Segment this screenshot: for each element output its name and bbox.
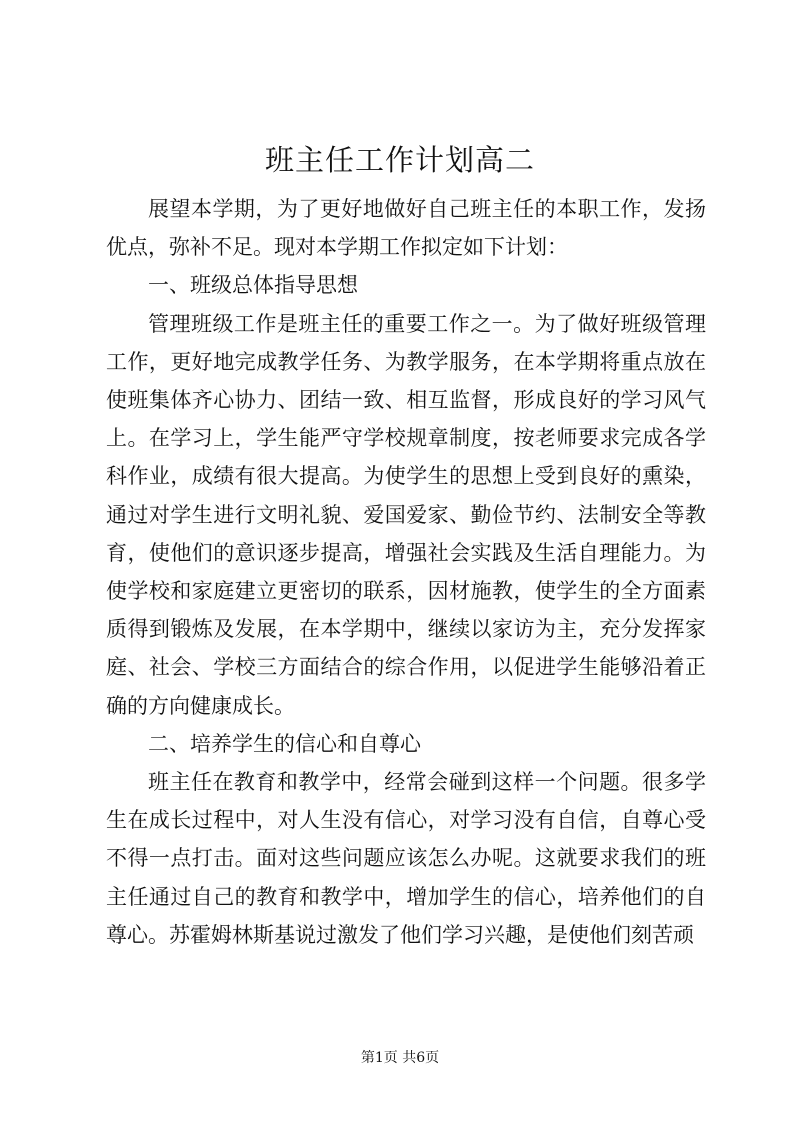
intro-paragraph: 展望本学期，为了更好地做好自己班主任的本职工作，发扬优点，弥补不足。现对本学期工作拟定如下计划： [106, 197, 706, 260]
section-heading-2: 二、培养学生的信心和自尊心 [148, 731, 421, 756]
page-footer: 第1页 共6页 [360, 1050, 440, 1066]
section-1-paragraph: 管理班级工作是班主任的重要工作之一。为了做好班级管理工作，更好地完成教学任务、为教学服务，在本学期将重点放在使班集体齐心协力、团结一致、相互监督，形成良好的学习风气上。在学习上，学生能严守学校规章制度，按老师要求完成各学科作业，成绩有很大提高。为使学生的思想上受到良好的熏染，通过对学生进行文明礼貌、爱国爱家、勤俭节约、法制安全等教育，使他们的意识逐步提高，增强社会实践及生活自理能力。为使学校和家庭建立更密切的联系，因材施教，使学生的全方面素质得到锻炼及发展，在本学期中，继续以家访为主，充分发挥家庭、社会、学校三方面结合的综合作用，以促进学生能够沿着正确的方向健康成长。 [106, 311, 706, 718]
document-body [106, 190, 706, 954]
section-heading-1: 一、班级总体指导思想 [148, 273, 358, 298]
document-title: 班主任工作计划高二 [264, 143, 535, 177]
section-2-paragraph: 班主任在教育和教学中，经常会碰到这样一个问题。很多学生在成长过程中，对人生没有信心，对学习没有自信，自尊心受不得一点打击。面对这些问题应该怎么办呢。这就要求我们的班主任通过自己的教育和教学中，增加学生的信心，培养他们的自尊心。苏霍姆林斯基说过激发了他们学习兴趣，是使他们刻苦顽 [106, 770, 706, 947]
